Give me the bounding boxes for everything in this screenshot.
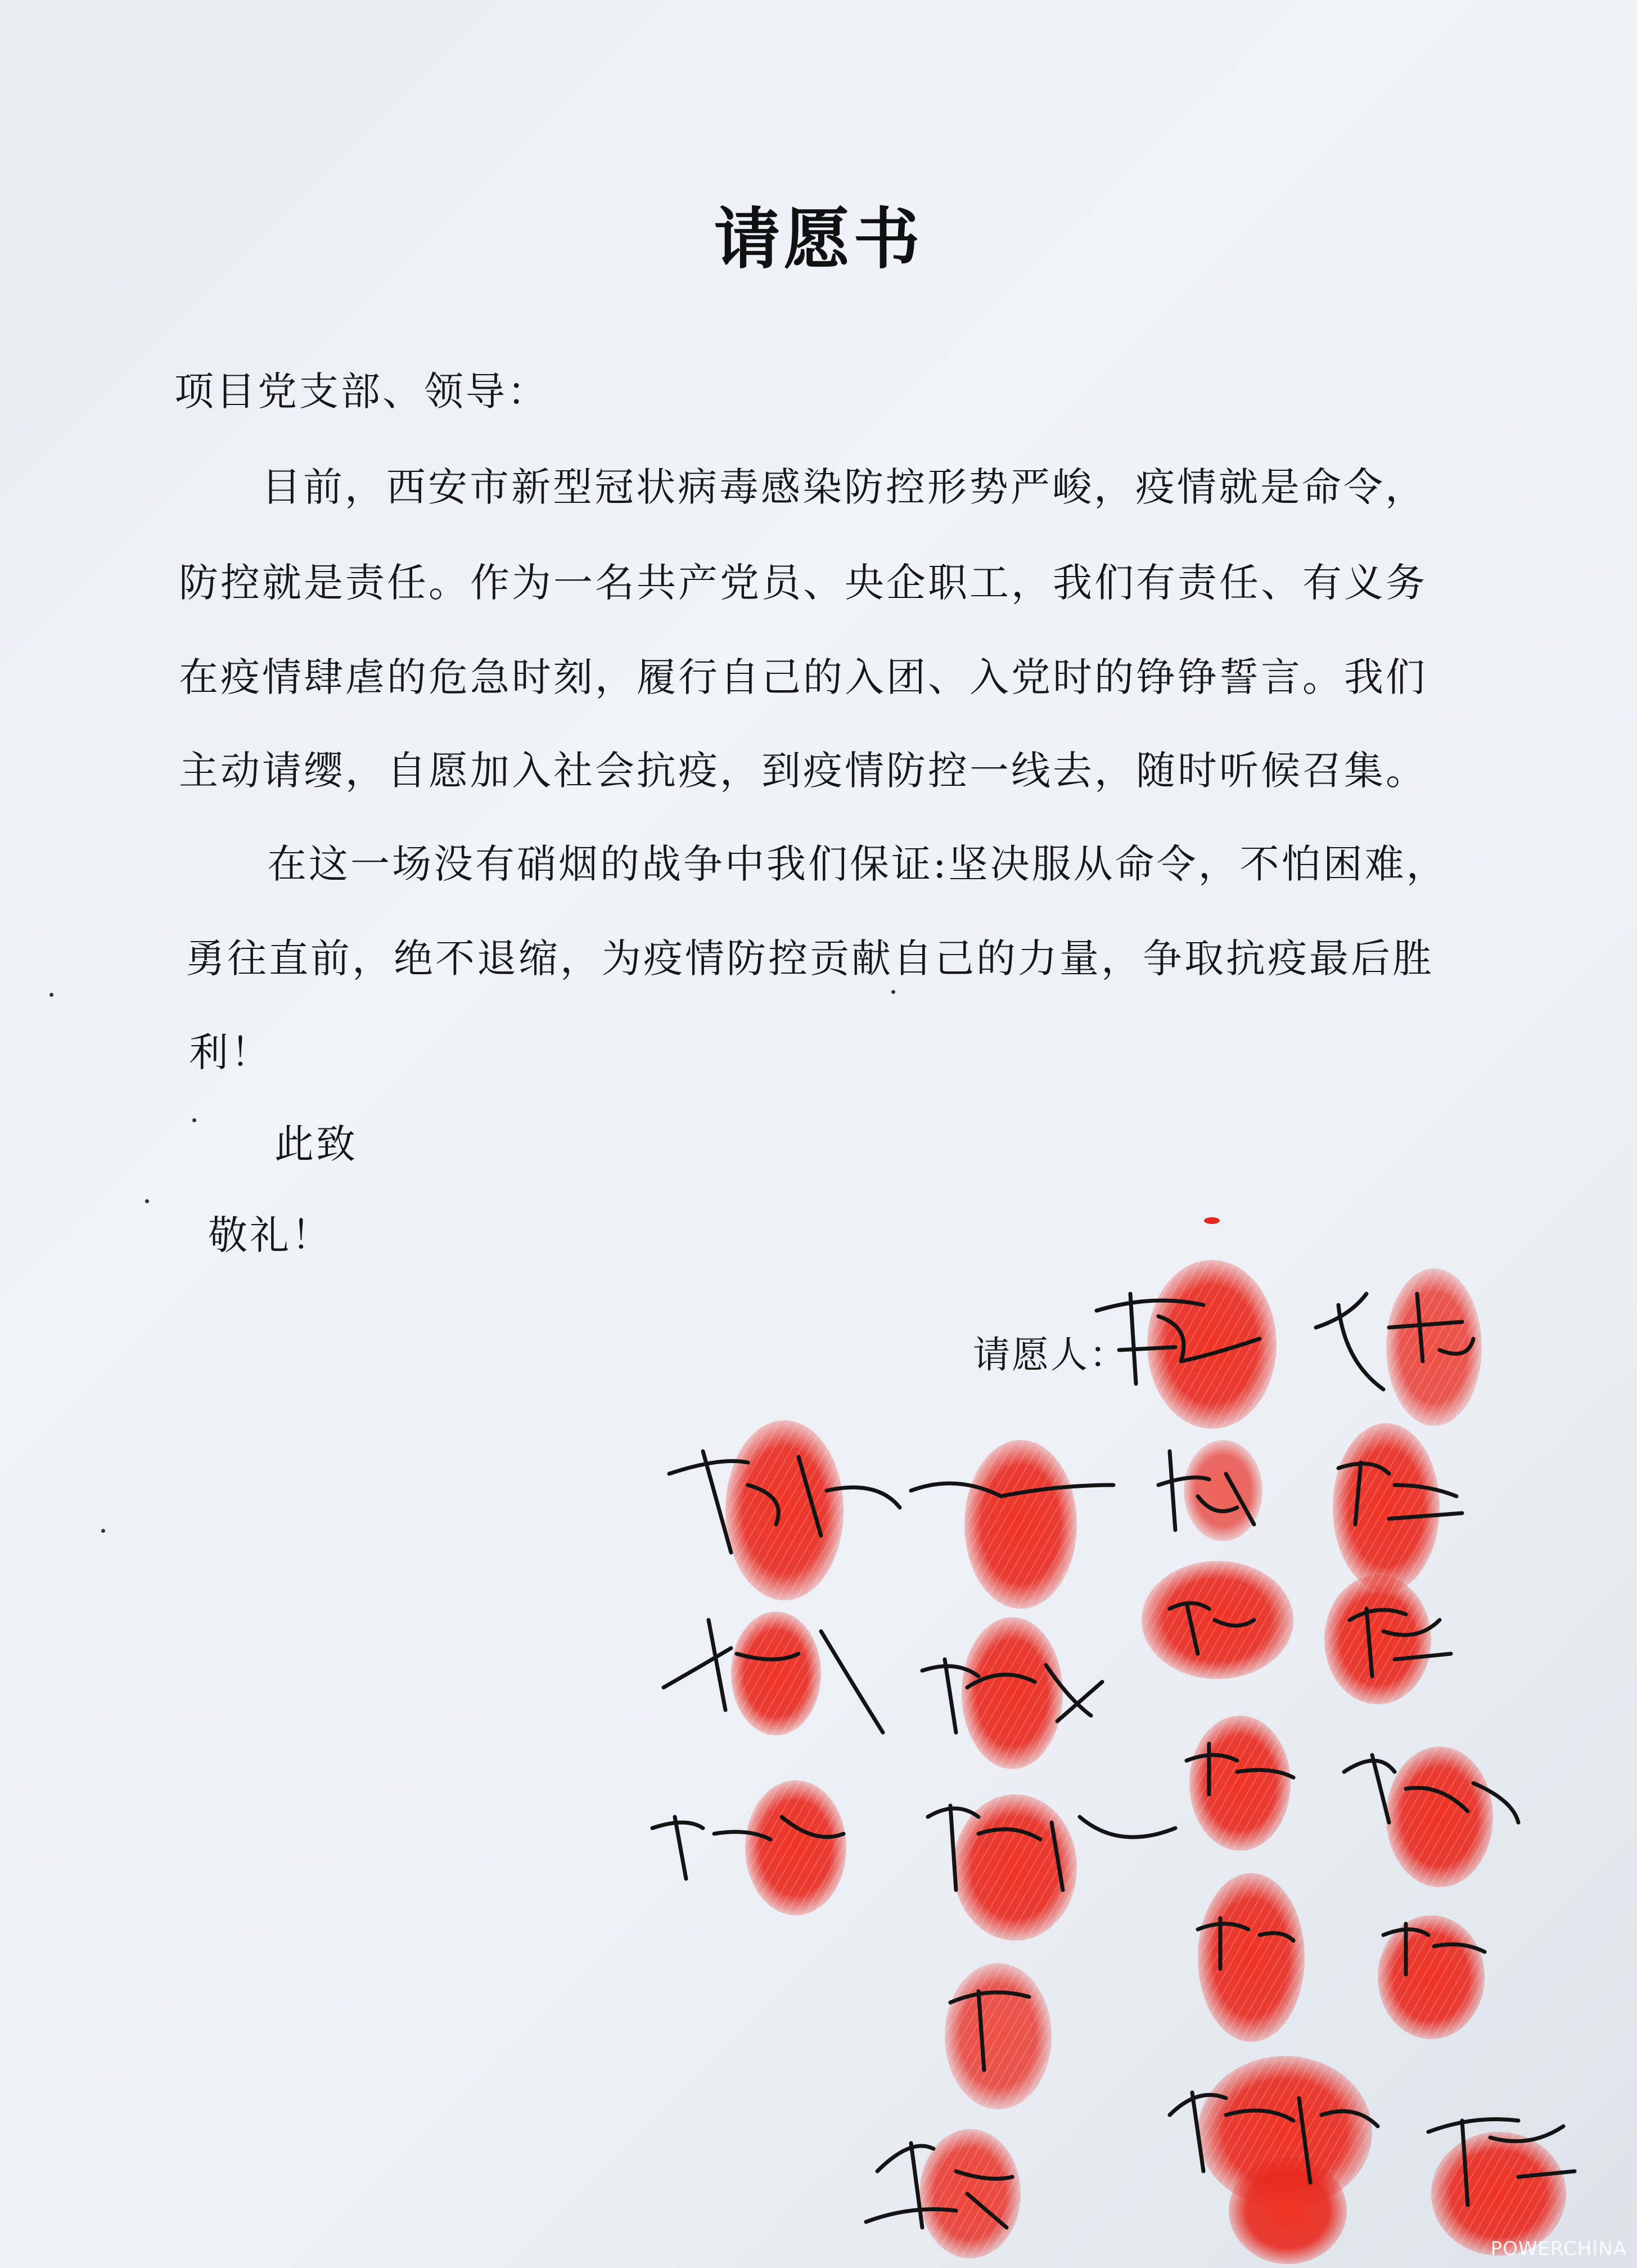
fingerprint-group (725, 1217, 1566, 2264)
fingerprint (964, 1440, 1077, 1609)
paragraph-2-line-2: 勇往直前，绝不退缩，为疫情防控贡献自己的力量，争取抗疫最后胜 (186, 935, 1434, 982)
fingerprint (962, 1617, 1063, 1769)
salutation: 项目党支部、领导： (174, 368, 549, 415)
signer-label: 请愿人： (973, 1333, 1128, 1376)
fingerprint (1229, 2157, 1347, 2264)
fingerprint (745, 1780, 846, 1915)
paragraph-1-line-3: 在疫情肆虐的危急时刻，履行自己的入团、入党时的铮铮誓言。我们 (179, 654, 1427, 700)
document-title: 请愿书 (714, 200, 923, 278)
paragraph-1-line-1: 目前，西安市新型冠状病毒感染防控形势严峻，疫情就是命令， (261, 464, 1427, 510)
fingerprint (1204, 1217, 1220, 1224)
fingerprint (1189, 1716, 1291, 1851)
fingerprint (1378, 1915, 1485, 2039)
fingerprint (1184, 1440, 1262, 1541)
watermark-logo-text: POWERCHINA (1490, 2238, 1627, 2260)
closing-regards: 此致 (274, 1121, 358, 1167)
paragraph-1-line-4: 主动请缨，自愿加入社会抗疫，到疫情防控一线去，随时听候召集。 (179, 748, 1427, 794)
fingerprint (1386, 1747, 1493, 1887)
fingerprint (731, 1612, 821, 1735)
fingerprint (1198, 1873, 1305, 2042)
fingerprint (945, 1963, 1052, 2109)
closing-salute: 敬礼！ (208, 1212, 333, 1258)
paragraph-2-line-3: 利！ (189, 1029, 272, 1076)
paragraph-1-line-2: 防控就是责任。作为一名共产党员、央企职工，我们有责任、有义务 (179, 560, 1427, 606)
fingerprint (725, 1420, 844, 1600)
fingerprint (1333, 1423, 1440, 1592)
fingerprint (1324, 1575, 1431, 1704)
paragraph-2-line-1: 在这一场没有硝烟的战争中我们保证:坚决服从命令，不怕困难， (267, 841, 1448, 887)
fingerprint (1431, 2132, 1566, 2256)
fingerprint (1147, 1260, 1277, 1429)
